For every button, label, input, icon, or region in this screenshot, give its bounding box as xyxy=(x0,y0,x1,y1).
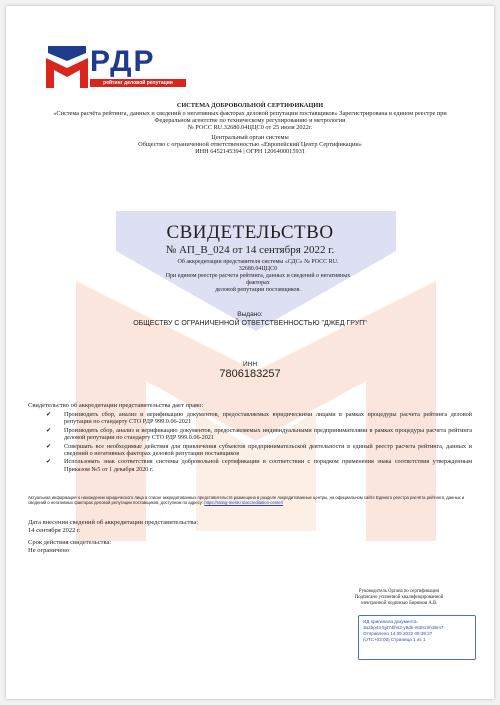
header-agency: Федеральном агентстве по техническому регулированию и метрологии xyxy=(154,117,346,124)
registry-info-text: Актуальная информация о нахождении юридического лица в списке аккредитованных представительств размещена в разделе Аккредитованные центры, на официальном сайте Единого реестра расчёта рейтинга, данных и сведений о негативных факторах деловой репутации поставщиков, доступном по адресу: xyxy=(28,495,465,506)
header-central-body-ids: ИНН 6452145394 | ОГРН 1206400015931 xyxy=(195,148,305,155)
list-item xyxy=(46,411,472,426)
accreditation-line: Об аккредитации представителя системы «СДС» № РОСС RU. 32680.04ЦЦС0 xyxy=(177,259,339,272)
entry-date-label: Дата внесения сведений об аккредитации представительства: xyxy=(28,519,199,526)
stamp-line: 3a2bp43 5j474lhs2-y9dk-r6381Sh36m7 xyxy=(363,625,444,630)
header-system-description: «Система расчёта рейтинга, данных и сведений о негативных факторах деловой репутации поставщиков» Зарегистрирована в едином реестре при xyxy=(53,110,447,117)
registry-link[interactable]: https://rating-reestr.ru/accreditation-center/ xyxy=(204,500,284,506)
header-system-name: СИСТЕМА ДОБРОВОЛЬНОЙ СЕРТИФИКАЦИИ xyxy=(176,102,324,109)
rights-item-text: Использовать знак соответствия системы добровольной сертификации в соответствии с порядком применения знака соответствия утвержденным Приказом №5 от 1 декабря 2020 г. xyxy=(64,458,472,473)
inn-value: 7806183257 xyxy=(219,368,281,380)
stamp-line: (UTC+03:00) Страница 1 из 1 xyxy=(363,637,426,642)
inn-label: ИНН xyxy=(242,361,258,368)
document-title: СВИДЕТЕЛЬСТВО xyxy=(166,222,334,243)
stamp-line: Отправлено 14.09.2022 09:39:27 xyxy=(363,631,433,636)
checkmark-icon: ✔ xyxy=(46,458,52,466)
list-item xyxy=(46,443,472,458)
accreditation-line: деловой репутации поставщиков. xyxy=(215,287,301,293)
logo-tagline: рейтинг деловой репутации xyxy=(90,79,186,87)
organization-name: ОБЩЕСТВУ С ОГРАНИЧЕННОЙ ОТВЕТСТВЕННОСТЬЮ "ДЖЕД ГРУП" xyxy=(133,320,367,327)
signature-line: электронной подписью Бирюков А.В. xyxy=(360,600,438,606)
list-item xyxy=(46,427,472,442)
certificate-number: № АП_B_024 от 14 сентября 2022 г. xyxy=(165,244,335,256)
entry-date-value: 14 сентября 2022 г. xyxy=(28,527,81,534)
logo-text: РДР xyxy=(90,45,156,78)
rights-list xyxy=(46,411,472,474)
checkmark-icon: ✔ xyxy=(46,442,52,450)
checkmark-icon: ✔ xyxy=(46,426,52,434)
rights-header: Свидетельство об аккредитации представительства дает право: xyxy=(28,402,204,409)
signature-line: Руководитель Органа по сертификации xyxy=(358,589,440,594)
signature-line: Подписано усиленной квалифицированной xyxy=(354,594,444,600)
registry-info xyxy=(28,495,474,505)
header-registration-number: № РОСС RU.32680.04ЦЦС0 от 25 июля 2022г. xyxy=(187,124,313,131)
logo-emblem-icon xyxy=(46,44,88,88)
logo xyxy=(46,44,196,88)
accreditation-text xyxy=(158,259,358,294)
certificate-page xyxy=(6,6,494,699)
rights-item-text: Производить сбор, анализ и верификацию документов, предоставляемых юридическими лицами в рамках процедуры расчета рейтинга деловой репутации по стандарту СТО РДР 999.0.06-2021 xyxy=(64,411,472,426)
validity-value: Не ограничено xyxy=(28,547,70,554)
rights-item-text: Производить сбор, анализ и верификацию документов, предоставляемых индивидуальными предпринимателями в рамках процедуры расчета рейтинга деловой репутации по стандарту СТО РДР 999.0.06-2021 xyxy=(64,426,472,442)
issued-label: Выдано: xyxy=(237,311,263,318)
header-central-body-name: Общество с ограниченной ответственностью «Европейский Центр Сертификации» xyxy=(138,141,362,148)
electronic-signature-stamp xyxy=(358,615,476,660)
validity-label: Срок действия свидетельства: xyxy=(28,539,112,546)
header-central-body-label: Центральный орган системы xyxy=(211,134,289,141)
rights-item-text: Совершать все необходимые действия для привлечения субъектов предпринимательской деятельности в единый реестр расчета рейтинга, данных и сведений о негативных факторах деловой репутации поставщиков xyxy=(64,442,472,458)
stamp-line: ИД оригинала документа: xyxy=(363,619,418,624)
checkmark-icon: ✔ xyxy=(46,411,52,418)
accreditation-line: При едином реестре расчета рейтинга, данных и сведений о негативных факторах xyxy=(165,273,351,286)
signature-block xyxy=(324,589,474,606)
list-item xyxy=(46,458,472,473)
